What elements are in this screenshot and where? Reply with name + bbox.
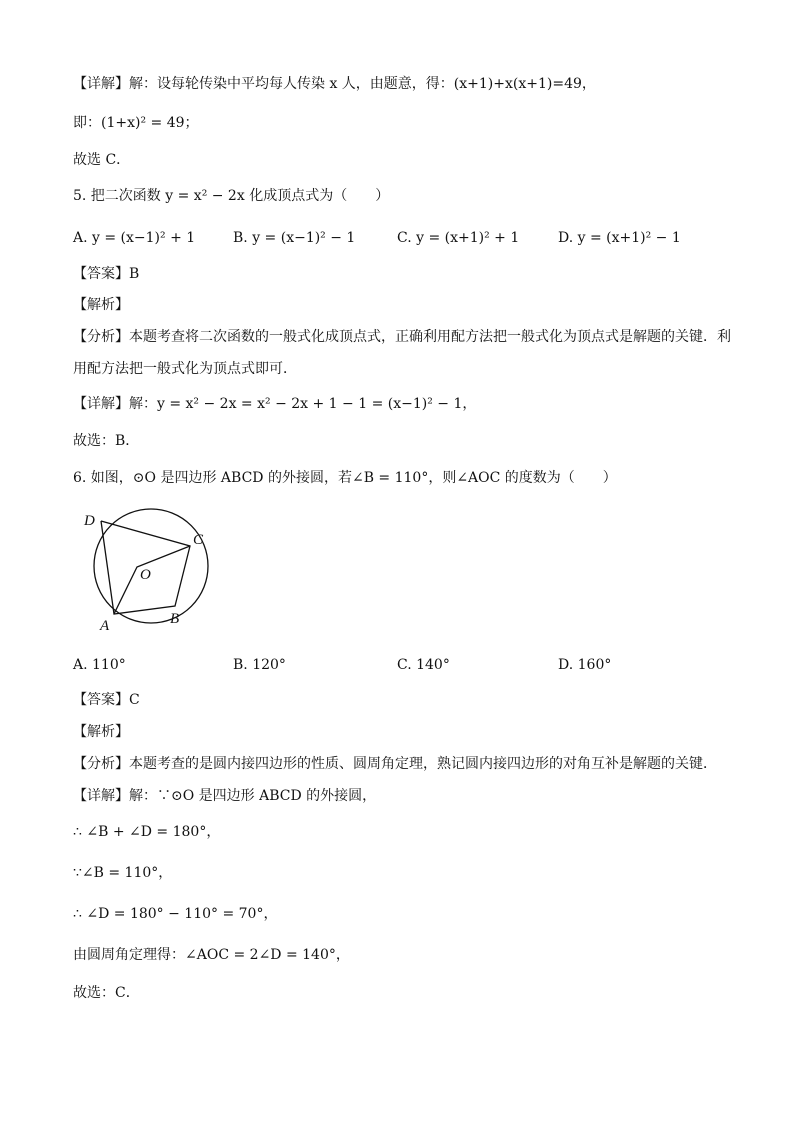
answer-label: 【答案】B <box>73 266 140 282</box>
step-text: ∴ ∠D = 180° − 110° = 70°， <box>73 906 278 922</box>
label-a: A <box>100 618 110 634</box>
step-text: 由圆周角定理得：∠AOC = 2∠D = 140°， <box>73 947 350 963</box>
step-text: ∵∠B = 110°， <box>73 865 173 881</box>
central-angle <box>114 546 190 614</box>
detail-text: 【详解】解：∵⊙O 是四边形 ABCD 的外接圆， <box>73 788 377 804</box>
circumcircle <box>94 509 208 623</box>
label-c: C <box>193 532 204 548</box>
option-d: D. y = (x+1)² − 1 <box>558 230 681 246</box>
option-b: B. 120° <box>233 657 286 673</box>
analysis-text: 【分析】本题考查的是圆内接四边形的性质、圆周角定理，熟记圆内接四边形的对角互补是解题的关键． <box>73 756 717 772</box>
option-a: A. 110° <box>73 657 126 673</box>
solution-line: 【详解】解：设每轮传染中平均每人传染 x 人，由题意，得：(x+1)+x(x+1)=49， <box>73 76 596 92</box>
conclusion-text: 故选：C． <box>73 985 140 1001</box>
option-d: D. 160° <box>558 657 612 673</box>
option-c: C. y = (x+1)² + 1 <box>397 230 520 246</box>
option-b: B. y = (x−1)² − 1 <box>233 230 356 246</box>
solution-line: 即：(1+x)² = 49； <box>73 115 199 131</box>
option-a: A. y = (x−1)² + 1 <box>73 230 196 246</box>
label-d: D <box>84 513 95 529</box>
question-5: 5. 把二次函数 y = x² − 2x 化成顶点式为（ ） <box>73 188 390 204</box>
solution-line: 故选 C． <box>73 152 131 168</box>
option-c: C. 140° <box>397 657 450 673</box>
conclusion-text: 故选：B． <box>73 433 140 449</box>
label-b: B <box>170 611 180 627</box>
analysis-heading: 【解析】 <box>73 297 129 313</box>
analysis-text: 【分析】本题考查将二次函数的一般式化成顶点式，正确利用配方法把一般式化为顶点式是解题的关键．利 <box>73 329 731 345</box>
analysis-heading: 【解析】 <box>73 724 129 740</box>
answer-label: 【答案】C <box>73 692 140 708</box>
detail-text: 【详解】解：y = x² − 2x = x² − 2x + 1 − 1 = (x−1)² − 1， <box>73 396 477 412</box>
analysis-text: 用配方法把一般式化为顶点式即可． <box>73 361 297 377</box>
question-6: 6. 如图，⊙O 是四边形 ABCD 的外接圆，若∠B = 110°，则∠AOC 的度数为（ ） <box>73 470 617 486</box>
circle-figure <box>72 505 232 645</box>
label-o: O <box>140 567 151 583</box>
step-text: ∴ ∠B + ∠D = 180°， <box>73 824 221 840</box>
